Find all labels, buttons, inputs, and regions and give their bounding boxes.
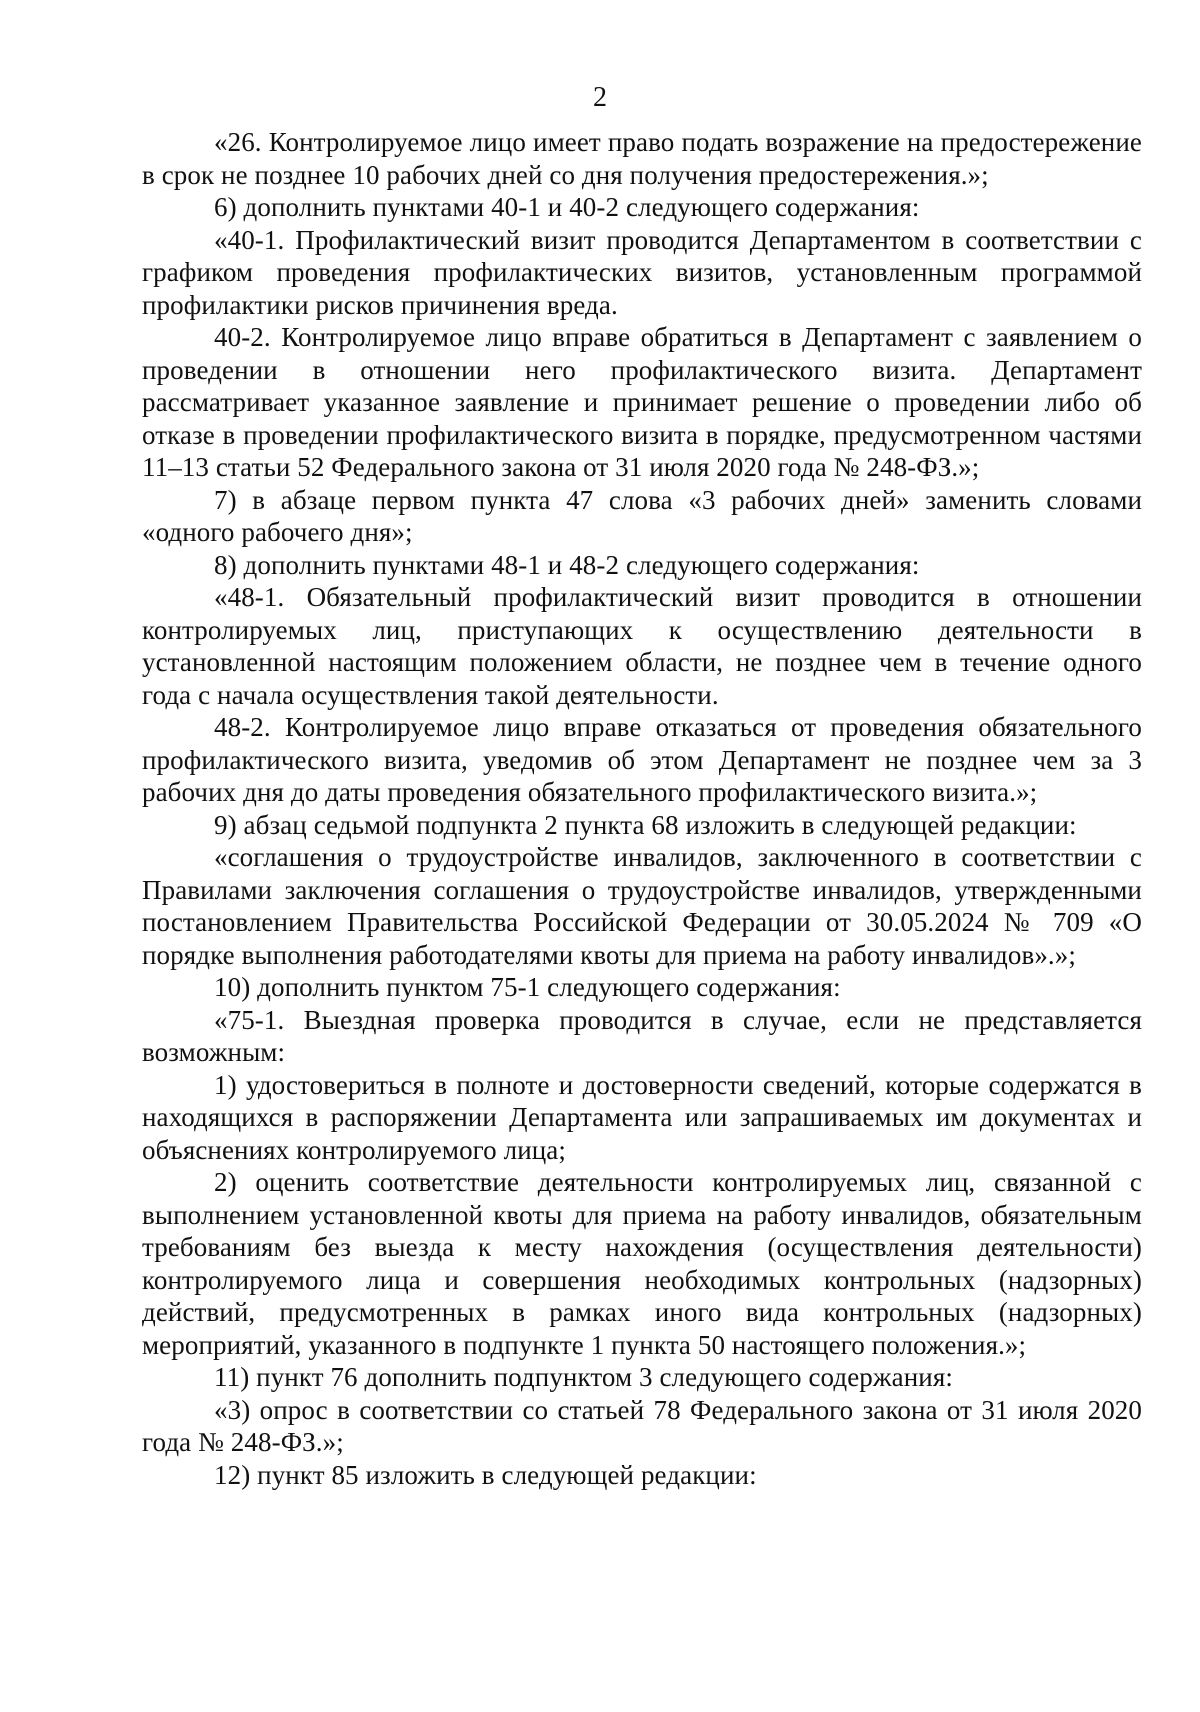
paragraph: «3) опрос в соответствии со статьей 78 Федерального закона от 31 июля 2020 года № 248-ФЗ.»; [142,1394,1142,1457]
paragraph: 11) пункт 76 дополнить подпунктом 3 следующего содержания: [214,1362,953,1392]
paragraph: «40-1. Профилактический визит проводится Департаментом в соответствии с графиком проведения профилактических визитов, установленным программой профилактики рисков причинения вреда. [142,224,1142,320]
paragraph: 8) дополнить пунктами 48-1 и 48-2 следующего содержания: [214,549,920,580]
paragraph: «соглашения о трудоустройстве инвалидов, заключенного в соответствии с Правилами заключения соглашения о трудоустройстве инвалидов, утвержденными постановлением Правительства Российской Федерации от 30.05.2024 № 709 «О порядке выполнения работодателями квоты для приема на работу инвалидов».»; [142,842,1142,970]
paragraph: 1) удостовериться в полноте и достоверности сведений, которые содержатся в находящихся в распоряжении Департамента или запрашиваемых им документах и объяснениях контролируемого лица; [142,1069,1142,1165]
paragraph: «48-1. Обязательный профилактический визит проводится в отношении контролируемых лиц, приступающих к осуществлению деятельности в установленной настоящим положением области, не позднее чем в течение одного года с начала осуществления такой деятельности. [142,582,1142,710]
paragraph: 9) абзац седьмой подпункта 2 пункта 68 изложить в следующей редакции: [214,809,1077,840]
page-number: 2 [593,82,607,113]
paragraph: 40-2. Контролируемое лицо вправе обратиться в Департамент с заявлением о проведении в отношении него профилактического визита. Департамент рассматривает указанное заявление и принимает решение о проведении либо об отказе в проведении профилактического визита в порядке, предусмотренном частями 11–13 статьи 52 Федерального закона от 31 июля 2020 года № 248-ФЗ.»; [142,322,1142,482]
paragraph: 2) оценить соответствие деятельности контролируемых лиц, связанной с выполнением установленной квоты для приема на работу инвалидов, обязательным требованиям без выезда к месту нахождения (осуществления деятельности) контролируемого лица и совершения необходимых контрольных (надзорных) действий, предусмотренных в рамках иного вида контрольных (надзорных) мероприятий, указанного в подпункте 1 пункта 50 настоящего положения.»; [142,1167,1142,1360]
paragraph: 6) дополнить пунктами 40-1 и 40-2 следующего содержания: [214,192,920,222]
document-body [142,126,1142,1491]
paragraph: «26. Контролируемое лицо имеет право подать возражение на предостережение в срок не позднее 10 рабочих дней со дня получения предостережения.»; [142,127,1142,190]
paragraph: 12) пункт 85 изложить в следующей редакции: [214,1459,757,1490]
paragraph: 48-2. Контролируемое лицо вправе отказаться от проведения обязательного профилактического визита, уведомив об этом Департамент не позднее чем за 3 рабочих дня до даты проведения обязательного профилактического визита.»; [142,712,1142,807]
paragraph: 10) дополнить пунктом 75-1 следующего содержания: [214,972,841,1002]
paragraph: «75-1. Выездная проверка проводится в случае, если не представляется возможным: [142,1004,1142,1067]
paragraph: 7) в абзаце первом пункта 47 слова «3 рабочих дней» заменить словами «одного рабочего дня»; [142,484,1142,547]
